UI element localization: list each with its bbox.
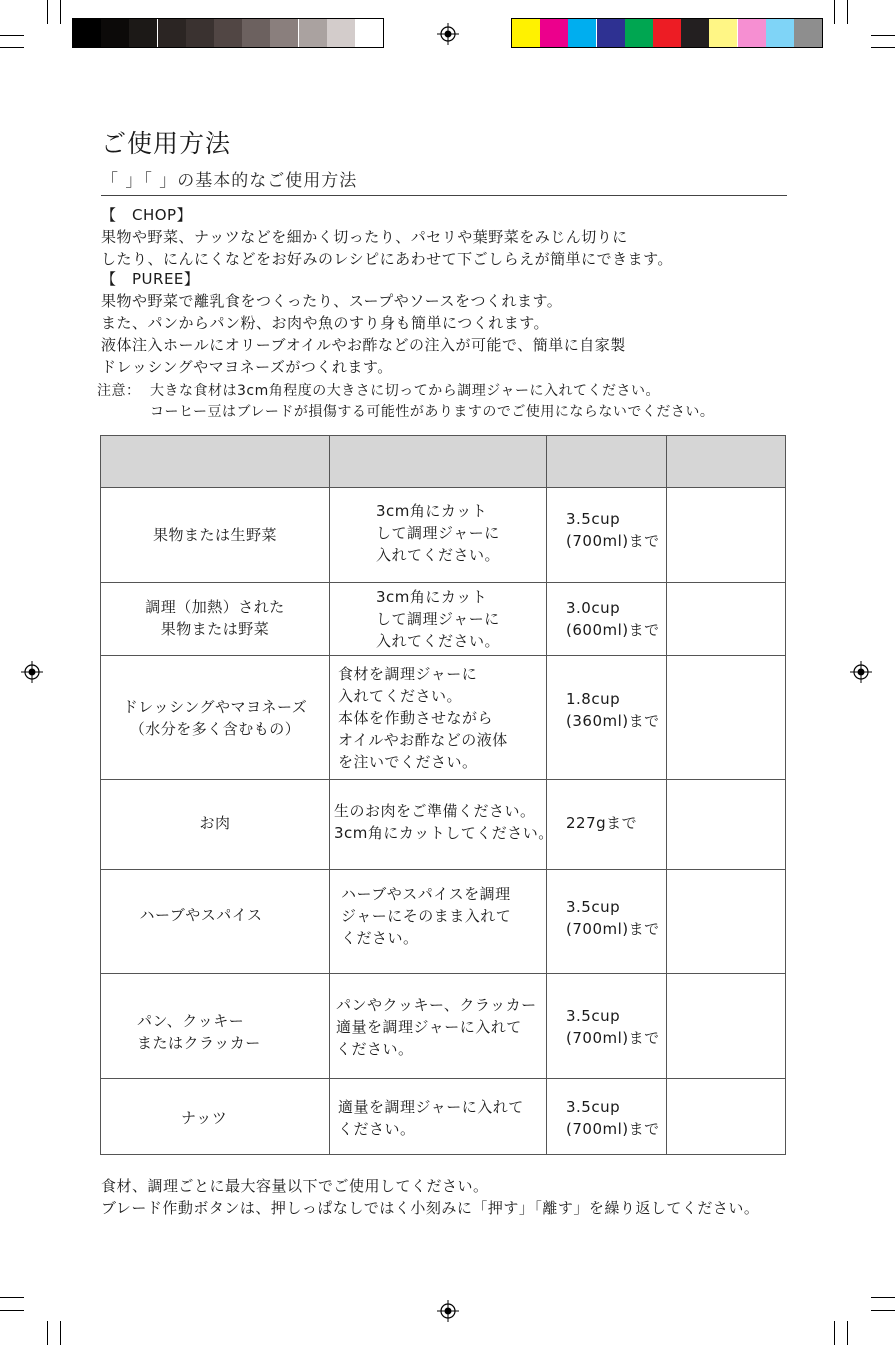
prep-line: ください。	[341, 929, 419, 947]
prep-line: 食材を調理ジャーに	[338, 665, 478, 683]
food-label: またはクラッカー	[137, 1034, 261, 1052]
crop-mark	[60, 1321, 61, 1345]
color-swatch	[568, 19, 596, 47]
capacity-value: 3.0cup	[566, 599, 621, 617]
registration-mark-icon	[850, 661, 872, 683]
capacity-value: 3.5cup	[566, 1098, 621, 1116]
notice-label: 注意：	[97, 383, 141, 399]
prep-cell	[376, 500, 500, 566]
prep-line: オイルやお酢などの液体	[338, 731, 508, 749]
food-cell	[101, 524, 329, 546]
capacity-value: 3.5cup	[566, 1007, 621, 1025]
page-subtitle: 「 」「 」の基本的なご使用方法	[101, 171, 358, 191]
puree-heading: 【 PUREE】	[101, 270, 200, 288]
color-swatch	[625, 19, 653, 47]
food-label: ナッツ	[181, 1109, 228, 1127]
capacity-value: (700ml)まで	[566, 920, 660, 938]
capacity-cell	[566, 1005, 660, 1049]
food-cell	[101, 812, 329, 834]
table-header-row	[101, 436, 785, 488]
prep-line: 3cm角にカット	[376, 502, 488, 520]
chop-line: したり、にんにくなどをお好みのレシピにあわせて下ごしらえが簡単にできます。	[101, 250, 673, 268]
prep-cell	[338, 1096, 524, 1140]
food-label: 調理（加熱）された	[145, 598, 285, 616]
color-swatch	[214, 19, 242, 47]
capacity-cell	[566, 688, 660, 732]
prep-cell	[341, 883, 511, 949]
footer-note: ブレード作動ボタンは、押しっぱなしではく小刻みに「押す」「離す」を繰り返してください。	[101, 1199, 760, 1217]
table-col-divider	[329, 436, 330, 1154]
notice-line: コーヒー豆はブレードが損傷する可能性がありますのでご使用にならないでください。	[150, 404, 715, 420]
registration-mark-icon	[21, 661, 43, 683]
capacity-cell	[566, 812, 637, 834]
color-swatch	[129, 19, 157, 47]
table-row-divider	[101, 1078, 785, 1079]
prep-line: 3cm角にカットしてください。	[334, 824, 554, 842]
prep-line: 適量を調理ジャーに入れて	[338, 1098, 524, 1116]
food-cell	[101, 596, 329, 640]
capacity-value: (600ml)まで	[566, 621, 660, 639]
table-row-divider	[101, 655, 785, 656]
capacity-value: 3.5cup	[566, 510, 621, 528]
page-title: ご使用方法	[101, 129, 232, 158]
color-swatch	[186, 19, 214, 47]
color-swatch	[327, 19, 355, 47]
color-swatch	[738, 19, 766, 47]
color-swatch	[512, 19, 540, 47]
food-label: 果物または生野菜	[152, 526, 277, 544]
table-row-divider	[101, 973, 785, 974]
title-divider	[101, 195, 787, 196]
prep-line: 入れてください。	[376, 632, 501, 650]
color-swatch	[242, 19, 270, 47]
prep-line: 入れてください。	[376, 546, 501, 564]
capacity-value: 1.8cup	[566, 690, 621, 708]
capacity-value: 227gまで	[566, 814, 638, 832]
color-swatch	[299, 19, 327, 47]
crop-mark	[60, 0, 61, 24]
crop-mark	[0, 1297, 24, 1298]
food-label: （水分を多く含むもの）	[129, 720, 301, 738]
crop-mark	[47, 0, 48, 24]
prep-line: 適量を調理ジャーに入れて	[336, 1018, 522, 1036]
prep-line: ハーブやスパイスを調理	[341, 885, 511, 903]
table-row-divider	[101, 487, 785, 488]
capacity-cell	[566, 597, 660, 641]
food-cell	[101, 904, 301, 926]
food-label: ハーブやスパイス	[139, 906, 263, 924]
color-swatch	[158, 19, 186, 47]
prep-line: 生のお肉をご準備ください。	[334, 802, 536, 820]
capacity-cell	[566, 896, 660, 940]
crop-mark	[871, 1310, 895, 1311]
prep-cell	[376, 586, 500, 652]
food-label: ドレッシングやマヨネーズ	[122, 698, 308, 716]
crop-mark	[847, 1321, 848, 1345]
prep-line: パンやクッキー、クラッカー	[336, 996, 537, 1014]
crop-mark	[871, 35, 895, 36]
crop-mark	[871, 47, 895, 48]
crop-mark	[0, 47, 24, 48]
capacity-value: 3.5cup	[566, 898, 621, 916]
prep-cell	[336, 994, 537, 1060]
prep-line: して調理ジャーに	[376, 524, 500, 542]
table-col-divider	[666, 436, 667, 1154]
prep-line: ください。	[336, 1040, 414, 1058]
capacity-cell	[566, 1096, 660, 1140]
puree-line: 果物や野菜で離乳食をつくったり、スープやソースをつくれます。	[101, 292, 563, 310]
color-swatch	[794, 19, 822, 47]
food-label: 果物または野菜	[160, 620, 270, 638]
puree-line: また、パンからパン粉、お肉や魚のすり身も簡単につくれます。	[101, 314, 550, 332]
color-swatch	[73, 19, 101, 47]
color-swatch	[540, 19, 568, 47]
crop-mark	[0, 35, 24, 36]
puree-line: ドレッシングやマヨネーズがつくれます。	[101, 358, 393, 376]
table-row-divider	[101, 779, 785, 780]
crop-mark	[834, 0, 835, 24]
prep-line: 本体を作動させながら	[338, 709, 494, 727]
color-swatch	[270, 19, 298, 47]
chop-heading: 【 CHOP】	[101, 206, 193, 224]
crop-mark	[834, 1321, 835, 1345]
prep-line: 3cm角にカット	[376, 588, 488, 606]
prep-cell	[338, 663, 508, 773]
prep-line: して調理ジャーに	[376, 610, 500, 628]
color-swatch	[766, 19, 794, 47]
capacity-value: (700ml)まで	[566, 532, 660, 550]
color-swatch	[709, 19, 737, 47]
table-row-divider	[101, 869, 785, 870]
capacity-cell	[566, 508, 660, 552]
notice-line: 大きな食材は3cm角程度の大きさに切ってから調理ジャーに入れてください。	[150, 383, 660, 399]
usage-table	[100, 435, 786, 1155]
color-swatch	[681, 19, 709, 47]
prep-line: を注いでください。	[338, 753, 478, 771]
prep-line: ジャーにそのまま入れて	[341, 907, 512, 925]
capacity-value: (700ml)まで	[566, 1029, 660, 1047]
prep-cell	[334, 800, 554, 844]
registration-mark-icon	[437, 23, 459, 45]
crop-mark	[0, 1310, 24, 1311]
crop-mark	[847, 0, 848, 24]
food-label: パン、クッキー	[137, 1012, 245, 1030]
color-swatch	[101, 19, 129, 47]
table-row-divider	[101, 582, 785, 583]
color-swatch	[597, 19, 625, 47]
table-col-divider	[546, 436, 547, 1154]
chop-line: 果物や野菜、ナッツなどを細かく切ったり、パセリや葉野菜をみじん切りに	[101, 228, 628, 246]
food-cell	[101, 696, 329, 740]
crop-mark	[47, 1321, 48, 1345]
prep-line: 入れてください。	[338, 687, 463, 705]
footer-note: 食材、調理ごとに最大容量以下でご使用してください。	[101, 1177, 489, 1195]
puree-line: 液体注入ホールにオリーブオイルやお酢などの注入が可能で、簡単に自家製	[101, 336, 626, 354]
crop-mark	[871, 1297, 895, 1298]
color-swatch	[653, 19, 681, 47]
prep-line: ください。	[338, 1120, 416, 1138]
food-label: お肉	[199, 814, 231, 832]
food-cell	[181, 1107, 227, 1129]
food-cell	[137, 1010, 261, 1054]
registration-mark-icon	[437, 1300, 459, 1322]
color-swatch	[355, 19, 383, 47]
capacity-value: (700ml)まで	[566, 1120, 660, 1138]
capacity-value: (360ml)まで	[566, 712, 660, 730]
